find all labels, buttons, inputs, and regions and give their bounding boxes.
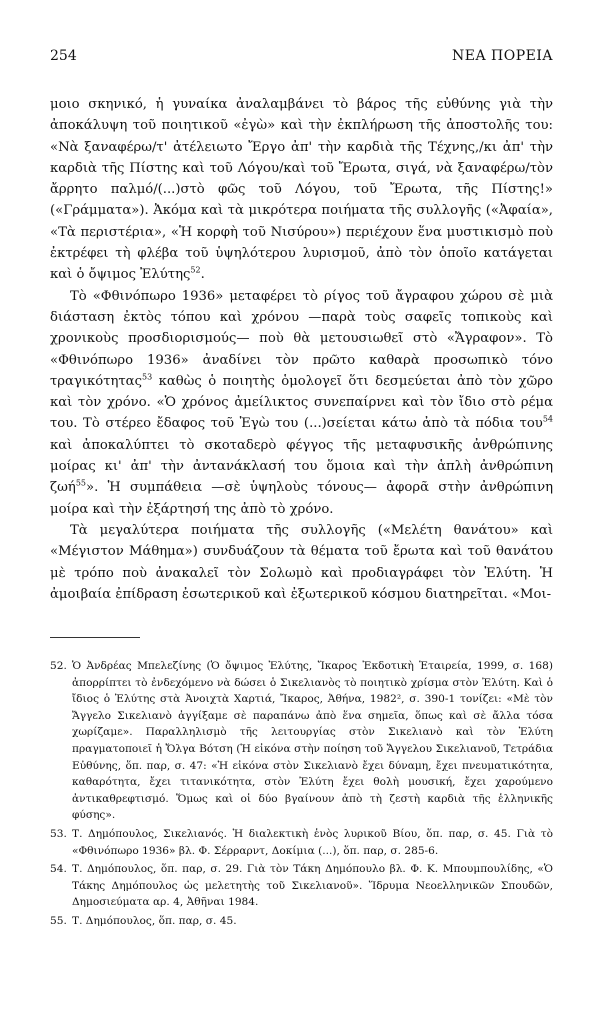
- footnote-number: 52.: [50, 660, 67, 672]
- paragraph-1-text: μοιο σκηνικό, ἡ γυναίκα ἀναλαμβάνει τὸ βάρος τῆς εὐθύνης γιὰ τὴν ἀποκάλυψη τοῦ ποιητικοῦ «ἐγὼ» καὶ τὴν ἐκπλήρωση τῆς ἀποστολῆς του: «Νὰ ξαναφέρω/τ' ἀτέλειωτο Ἔργο ἀπ' τὴν καρδιὰ τῆς Τέχνης,/κι ἀπ' τὴν καρδιὰ τῆς Πίστης καὶ τοῦ Λόγου/καὶ τοῦ Ἔρωτα, σιγά, νὰ ξαναφέρω/τὸν ἄρρητο παλμό/(...)στὸ φῶς τοῦ Λόγου, τοῦ Ἔρωτα, τῆς Πίστης!» («Γράμματα»). Ἀκόμα καὶ τὰ μικρότερα ποιήματα τῆς συλλογῆς («Ἀφαία», «Τὰ περιστέρια», «Ἡ κορφὴ τοῦ Νισύρου») περιέχουν ἕνα μυστικισμὸ ποὺ ἐκτρέφει τὴ φλέβα τοῦ ὑψηλότερου λυρισμοῦ, ἀπὸ τὸν ὁποῖο κατάγεται καὶ ὁ ὄψιμος Ἐλύτης: [50, 97, 553, 283]
- footnotes: [50, 658, 553, 932]
- paragraph-2-text-d: ». Ἡ συμπάθεια —σὲ ὑψηλοὺς τόνους— ἀφορᾶ στὴν ἀνθρώπινη μοίρα καὶ τὴν ἐξάρτησή της ἀπὸ τὸ χρόνο.: [50, 480, 553, 517]
- footnote-text: Τ. Δημόπουλος, ὅπ. παρ, σ. 45.: [72, 914, 237, 927]
- footnote-ref-55[interactable]: 55: [75, 478, 86, 488]
- running-head: ΝΕΑ ΠΟΡΕΙΑ: [452, 48, 553, 64]
- footnote: [50, 826, 553, 859]
- footnote-text: Τ. Δημόπουλος, ὅπ. παρ, σ. 29. Γιὰ τὸν Τάκη Δημόπουλο βλ. Φ. Κ. Μπουμπουλίδης, «Ὁ Τάκης Δημόπουλος ὡς μελετητὴς τοῦ Σικελιανοῦ». Ἵδρυμα Νεοελληνικῶν Σπουδῶν, Δημοσιεύματα αρ. 4, Ἀθῆναι 1984.: [72, 863, 553, 909]
- page-number: 254: [50, 48, 77, 64]
- footnote-number: 55.: [50, 914, 67, 927]
- footnote-ref-54[interactable]: 54: [542, 415, 553, 425]
- book-page: [50, 0, 553, 1024]
- footnote-text: Τ. Δημόπουλος, Σικελιανός. Ἡ διαλεκτικὴ ἑνὸς λυρικοῦ Βίου, ὅπ. παρ, σ. 45. Γιὰ τὸ «Φθινόπωρο 1936» βλ. Φ. Σέρραρντ, Δοκίμια (...), ὅπ. παρ, σ. 285-6.: [72, 827, 553, 857]
- paragraph-3: [50, 520, 553, 605]
- paragraph-2-text-a: Τὸ «Φθινόπωρο 1936» μεταφέρει τὸ ρίγος τοῦ ἄγραφου χώρου σὲ μιὰ διάσταση ἐκτὸς τόπου καὶ χρόνου —παρὰ τοὺς σαφεῖς τοπικοὺς καὶ χρονικοὺς προσδιορισμούς— ποὺ θὰ μετουσιωθεῖ στὸ «Ἄγραφον». Τὸ «Φθινόπωρο 1936» ἀναδίνει τὸν πρῶτο καθαρὰ προσωπικὸ τόνο τραγικότητας: [50, 288, 553, 389]
- paragraph-1: μοιο σκηνικό, ἡ γυναίκα ἀναλαμβάνει τὸ βάρος τῆς εὐθύνης γιὰ τὴν ἀποκάλυψη τοῦ ποιητικοῦ «ἐγὼ» καὶ τὴν ἐκπλήρωση τῆς ἀποστολῆς του: «Νὰ ξαναφέρω/τ' ἀτέλειωτο Ἔργο ἀπ' τὴν καρδιὰ τῆς Τέχνης,/κι ἀπ' τὴν καρδιὰ τῆς Πίστης καὶ τοῦ Λόγου/καὶ τοῦ Ἔρωτα, σιγά, νὰ ξαναφέρω/τὸν ἄρρητο παλμό/(...)στὸ φῶς τοῦ Λόγου, τοῦ Ἔρωτα, τῆς Πίστης!» («Γράμματα»). Ἀκόμα καὶ τὰ μικρότερα ποιήματα τῆς συλλογῆς («Ἀφαία», «Τὰ περιστέρια», «Ἡ κορφὴ τοῦ Νισύρου») περιέχουν ἕνα μυστικισμὸ ποὺ ἐκτρέφει τὴ φλέβα τοῦ ὑψηλότερου λυρισμοῦ, ἀπὸ τὸν ὁποῖο κατάγεται καὶ ὁ ὄψιμος Ἐλύτης$^{52}$.: [50, 97, 553, 283]
- paragraph-2-text-c: καὶ ἀποκαλύπτει τὸ σκοταδερὸ φέγγος τῆς μεταφυσικῆς ἀνθρώπινης μοίρας κι' ἀπ' τὴν ἀντανάκλασή του ὅμοια καὶ τὴν ἁπλὴ ἀνθρώπινη ζωή: [50, 437, 553, 496]
- paragraph-3-text: Τὰ μεγαλύτερα ποιήματα τῆς συλλογῆς («Μελέτη θανάτου» καὶ «Μέγιστον Μάθημα») συνδυάζουν τὰ θέματα τοῦ ἔρωτα καὶ τοῦ θανάτου μὲ τρόπο ποὺ ἀνακαλεῖ τὸν Σολωμὸ καὶ προδιαγράφει τὸν Ἐλύτη. Ἡ ἀμοιβαία ἐπίδραση ἐσωτερικοῦ καὶ ἐξωτερικοῦ κόσμου διατηρεῖται. «Μοι-: [50, 522, 553, 602]
- page-header: [50, 48, 553, 68]
- footnote: [50, 861, 553, 911]
- footnote-text: Ὁ Ἀνδρέας Μπελεζίνης (Ὁ ὄψιμος Ἐλύτης, Ἴκαρος Ἐκδοτικὴ Ἑταιρεία, 1999, σ. 168) ἀπορρίπτει τὸ ἐνδεχόμενο νὰ δώσει ὁ Σικελιανὸς τὸ ποιητικὸ χρίσμα στὸν Ἐλύτη. Καὶ ὁ ἴδιος ὁ Ἐλύτης στὰ Ἀνοιχτὰ Χαρτιά, Ἴκαρος, Ἀθήνα, 1982², σ. 390-1 τονίζει: «Μὲ τὸν Ἄγγελο Σικελιανὸ ἀγγίξαμε σὲ παραπάνω ἀπὸ ἕνα σημεῖα, ὅπως καὶ σὲ ἄλλα τόσα χωρίζαμε». Παραλληλισμὸ τῆς λειτουργίας στὸν Σικελιανὸ καὶ τὸν Ἐλύτη πραγματοποιεῖ ἡ Ὄλγα Βότση (Ἡ εἰκόνα στὴν ποίηση τοῦ Ἄγγελου Σικελιανοῦ, Τετράδια Εὐθύνης, ὅπ. παρ, σ. 47: «Ἡ εἰκόνα στὸν Σικελιανὸ ἔχει δύναμη, ἔχει πνευματικότητα, καθαρότητα, ἔχει τιτανικότητα, στὸν Ἐλύτη ἔχει θολὴ μουσική, ἔχει χαρούμενο ἀντικαθρεφτισμό. Ὅμως καὶ οἱ δύο βγαίνουν ἀπὸ τὴ ζεστὴ καρδιὰ τῆς ἑλληνικῆς φύσης».: [72, 660, 553, 822]
- paragraph-2: [50, 286, 553, 520]
- footnote: [50, 913, 553, 930]
- footnote-ref-52[interactable]: 52: [190, 265, 201, 275]
- body-text: [50, 94, 553, 605]
- paragraph-2-text-b: καθὼς ὁ ποιητὴς ὁμολογεῖ ὅτι δεσμεύεται ἀπὸ τὸν χῶρο καὶ τὸν χρόνο. «Ὁ χρόνος ἀμείλικτος συνεπαίρνει καὶ τὸν ἴδιο στὸ ρέμα του. Τὸ στέρεο ἔδαφος τοῦ Ἐγὼ του (...)σείεται κάτω ἀπὸ τὰ πόδια του: [50, 373, 553, 432]
- footnote-divider: [50, 637, 140, 638]
- footnote-number: 54.: [50, 863, 67, 876]
- footnote-number: 53.: [50, 827, 67, 840]
- footnote-ref-53[interactable]: 53: [141, 372, 153, 382]
- footnote: [50, 658, 553, 824]
